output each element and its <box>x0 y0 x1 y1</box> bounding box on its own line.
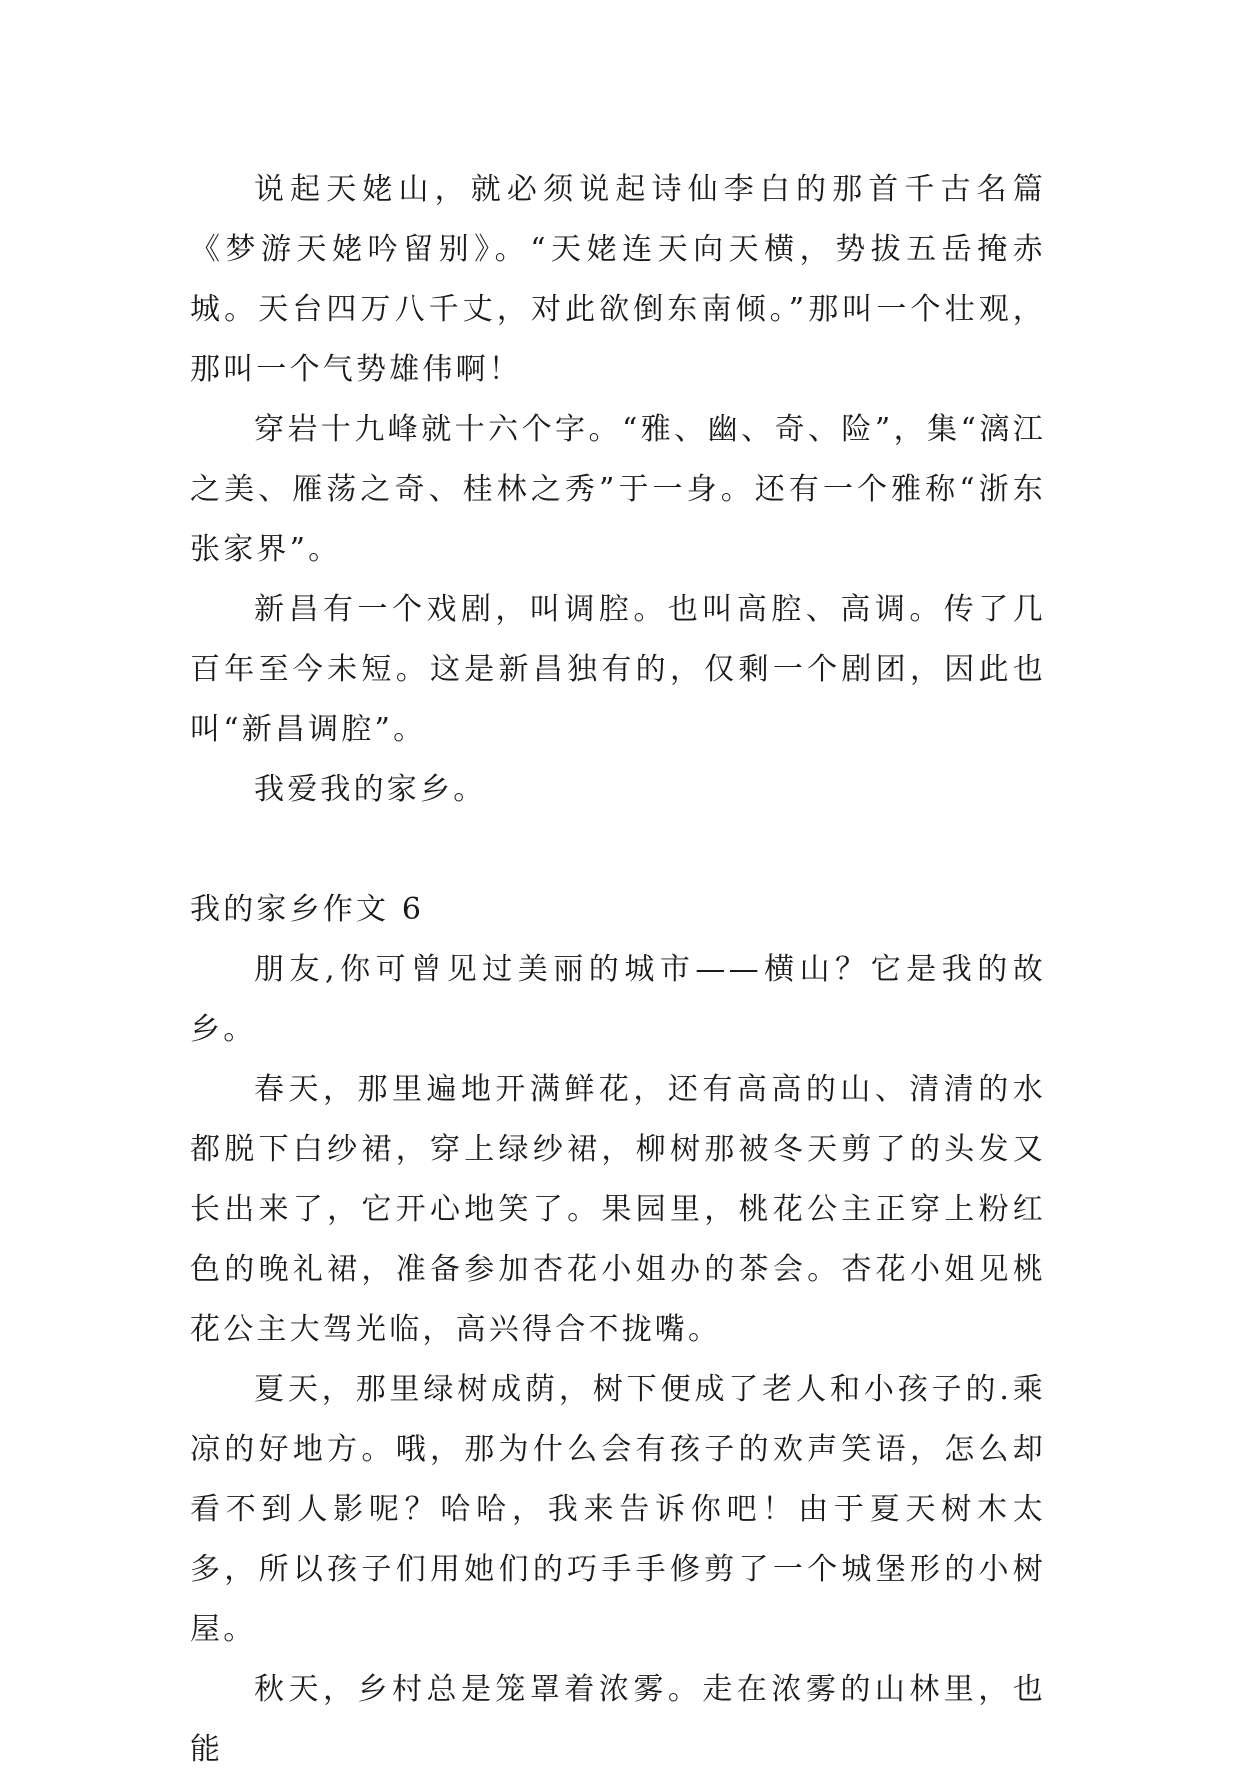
paragraph-love-hometown: 我爱我的家乡。 <box>254 772 487 807</box>
paragraph-diaoqiang-opera: 新昌有一个戏剧，叫调腔。也叫高腔、高调。传了几百年至今未短。这是新昌独有的，仅剩一个剧团，因此也叫“新昌调腔”。 <box>190 592 1046 747</box>
paragraph-autumn: 秋天，乡村总是笼罩着浓雾。走在浓雾的山林里，也能 <box>190 1672 1046 1767</box>
document-page <box>190 160 1046 1780</box>
paragraph-intro-hengshan: 朋友,你可曾见过美丽的城市——横山？它是我的故乡。 <box>190 952 1046 1047</box>
paragraph-summer: 夏天，那里绿树成荫，树下便成了老人和小孩子的.乘凉的好地方。哦，那为什么会有孩子的欢声笑语，怎么却看不到人影呢？哈哈，我来告诉你吧！由于夏天树木太多，所以孩子们用她们的巧手手修剪了一个城堡形的小树屋。 <box>190 1372 1046 1647</box>
essay-title: 我的家乡作文 6 <box>190 892 425 927</box>
paragraph-nineteen-peaks: 穿岩十九峰就十六个字。“雅、幽、奇、险”，集“漓江之美、雁荡之奇、桂林之秀”于一身。还有一个雅称“浙东张家界”。 <box>190 412 1046 567</box>
paragraph-tianmu-mountain: 说起天姥山，就必须说起诗仙李白的那首千古名篇《梦游天姥吟留别》。“天姥连天向天横，势拔五岳掩赤城。天台四万八千丈，对此欲倒东南倾。”那叫一个壮观，那叫一个气势雄伟啊！ <box>190 172 1046 387</box>
paragraph-spring: 春天，那里遍地开满鲜花，还有高高的山、清清的水都脱下白纱裙，穿上绿纱裙，柳树那被冬天剪了的头发又长出来了，它开心地笑了。果园里，桃花公主正穿上粉红色的晚礼裙，准备参加杏花小姐办的茶会。杏花小姐见桃花公主大驾光临，高兴得合不拢嘴。 <box>190 1072 1046 1347</box>
section-spacer <box>190 820 1046 880</box>
